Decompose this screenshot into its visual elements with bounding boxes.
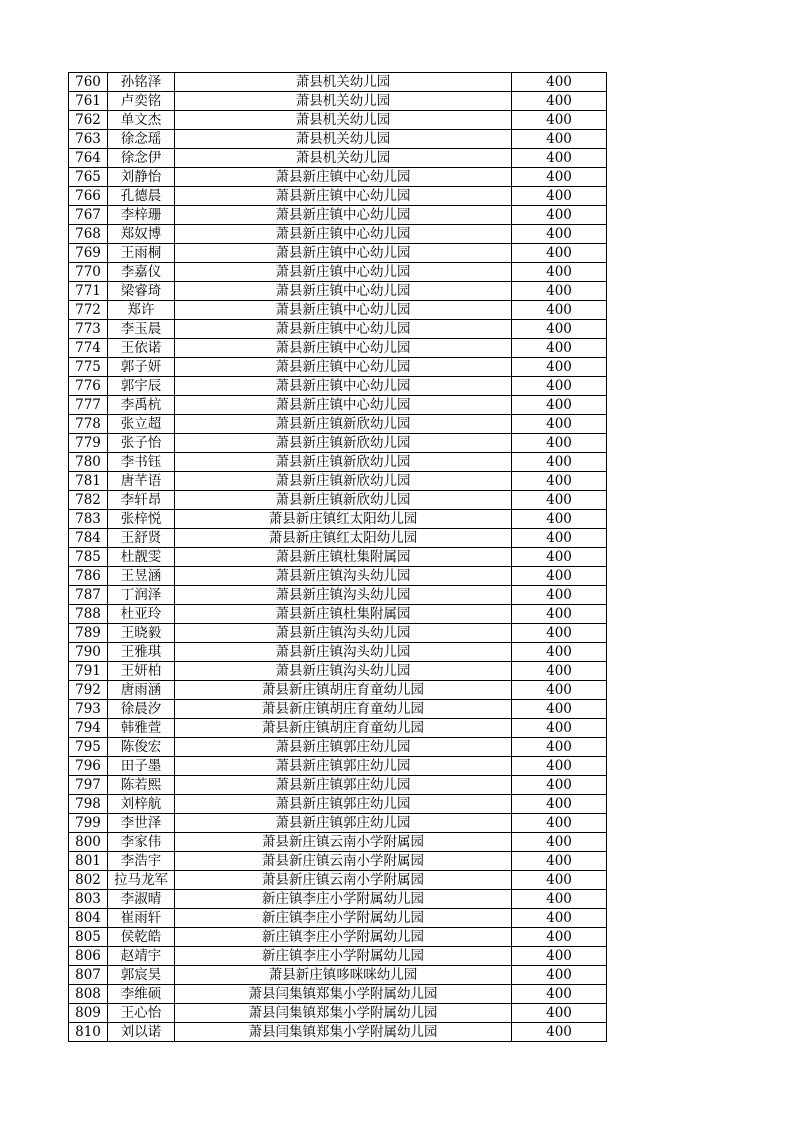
kindergarten-cell: 萧县新庄镇新欣幼儿园: [175, 491, 512, 510]
kindergarten-cell: 萧县新庄镇中心幼儿园: [175, 168, 512, 187]
kindergarten-cell: 萧县机关幼儿园: [175, 73, 512, 92]
row-number-cell: 779: [69, 434, 108, 453]
amount-cell: 400: [512, 700, 607, 719]
kindergarten-cell: 新庄镇李庄小学附属幼儿园: [175, 890, 512, 909]
table-row: [69, 282, 607, 301]
table-row: [69, 434, 607, 453]
row-number-cell: 796: [69, 757, 108, 776]
student-name-cell: 刘以诺: [108, 1023, 175, 1042]
table-row: [69, 244, 607, 263]
table-row: [69, 890, 607, 909]
table-row: [69, 719, 607, 738]
kindergarten-cell: 萧县闫集镇郑集小学附属幼儿园: [175, 985, 512, 1004]
row-number-cell: 794: [69, 719, 108, 738]
row-number-cell: 781: [69, 472, 108, 491]
table-row: [69, 358, 607, 377]
row-number-cell: 769: [69, 244, 108, 263]
row-number-cell: 774: [69, 339, 108, 358]
amount-cell: 400: [512, 130, 607, 149]
kindergarten-cell: 新庄镇李庄小学附属幼儿园: [175, 928, 512, 947]
table-row: [69, 548, 607, 567]
student-name-cell: 卢奕铭: [108, 92, 175, 111]
table-row: [69, 377, 607, 396]
student-name-cell: 张立超: [108, 415, 175, 434]
student-name-cell: 李维硕: [108, 985, 175, 1004]
student-name-cell: 郭宸昊: [108, 966, 175, 985]
row-number-cell: 795: [69, 738, 108, 757]
row-number-cell: 765: [69, 168, 108, 187]
kindergarten-cell: 萧县新庄镇胡庄育童幼儿园: [175, 681, 512, 700]
student-name-cell: 郭宇辰: [108, 377, 175, 396]
table-row: [69, 130, 607, 149]
kindergarten-cell: 萧县新庄镇新欣幼儿园: [175, 453, 512, 472]
kindergarten-cell: 萧县新庄镇中心幼儿园: [175, 358, 512, 377]
student-name-cell: 郑许: [108, 301, 175, 320]
student-name-cell: 侯乾皓: [108, 928, 175, 947]
student-name-cell: 刘静怡: [108, 168, 175, 187]
amount-cell: 400: [512, 776, 607, 795]
kindergarten-cell: 萧县新庄镇沟头幼儿园: [175, 586, 512, 605]
table-row: [69, 263, 607, 282]
amount-cell: 400: [512, 244, 607, 263]
student-name-cell: 赵靖宇: [108, 947, 175, 966]
student-name-cell: 王雅琪: [108, 643, 175, 662]
amount-cell: 400: [512, 814, 607, 833]
row-number-cell: 760: [69, 73, 108, 92]
student-name-cell: 王心怡: [108, 1004, 175, 1023]
table-row: [69, 168, 607, 187]
table-row: [69, 871, 607, 890]
row-number-cell: 802: [69, 871, 108, 890]
row-number-cell: 808: [69, 985, 108, 1004]
table-row: [69, 833, 607, 852]
row-number-cell: 805: [69, 928, 108, 947]
row-number-cell: 772: [69, 301, 108, 320]
kindergarten-cell: 萧县新庄镇胡庄育童幼儿园: [175, 700, 512, 719]
student-name-cell: 王妍柏: [108, 662, 175, 681]
table-row: [69, 73, 607, 92]
student-name-cell: 李浩宇: [108, 852, 175, 871]
student-name-cell: 徐念伊: [108, 149, 175, 168]
student-name-cell: 李禹杭: [108, 396, 175, 415]
row-number-cell: 810: [69, 1023, 108, 1042]
table-row: [69, 985, 607, 1004]
table-row: [69, 738, 607, 757]
kindergarten-cell: 萧县机关幼儿园: [175, 111, 512, 130]
kindergarten-cell: 萧县新庄镇郭庄幼儿园: [175, 757, 512, 776]
student-name-cell: 丁润泽: [108, 586, 175, 605]
student-name-cell: 单文杰: [108, 111, 175, 130]
student-name-cell: 王雨桐: [108, 244, 175, 263]
amount-cell: 400: [512, 149, 607, 168]
row-number-cell: 770: [69, 263, 108, 282]
kindergarten-cell: 萧县新庄镇中心幼儿园: [175, 206, 512, 225]
amount-cell: 400: [512, 643, 607, 662]
student-name-cell: 李嘉仪: [108, 263, 175, 282]
row-number-cell: 803: [69, 890, 108, 909]
amount-cell: 400: [512, 966, 607, 985]
kindergarten-cell: 萧县新庄镇中心幼儿园: [175, 377, 512, 396]
student-name-cell: 徐念瑶: [108, 130, 175, 149]
row-number-cell: 789: [69, 624, 108, 643]
row-number-cell: 804: [69, 909, 108, 928]
student-name-cell: 王依诺: [108, 339, 175, 358]
table-row: [69, 339, 607, 358]
kindergarten-cell: 萧县新庄镇中心幼儿园: [175, 320, 512, 339]
student-name-cell: 徐晨汐: [108, 700, 175, 719]
kindergarten-cell: 萧县新庄镇中心幼儿园: [175, 263, 512, 282]
amount-cell: 400: [512, 909, 607, 928]
table-row: [69, 700, 607, 719]
kindergarten-cell: 新庄镇李庄小学附属幼儿园: [175, 909, 512, 928]
roster-body: [69, 73, 607, 1042]
table-row: [69, 947, 607, 966]
table-row: [69, 453, 607, 472]
student-name-cell: 李书钰: [108, 453, 175, 472]
row-number-cell: 800: [69, 833, 108, 852]
amount-cell: 400: [512, 225, 607, 244]
row-number-cell: 780: [69, 453, 108, 472]
table-row: [69, 681, 607, 700]
kindergarten-cell: 萧县机关幼儿园: [175, 92, 512, 111]
row-number-cell: 775: [69, 358, 108, 377]
kindergarten-cell: 萧县新庄镇中心幼儿园: [175, 244, 512, 263]
row-number-cell: 777: [69, 396, 108, 415]
kindergarten-cell: 萧县机关幼儿园: [175, 149, 512, 168]
student-name-cell: 梁睿琦: [108, 282, 175, 301]
table-row: [69, 643, 607, 662]
kindergarten-cell: 萧县新庄镇沟头幼儿园: [175, 624, 512, 643]
table-row: [69, 225, 607, 244]
student-name-cell: 张梓悦: [108, 510, 175, 529]
table-row: [69, 415, 607, 434]
student-name-cell: 孙铭泽: [108, 73, 175, 92]
kindergarten-cell: 萧县新庄镇云南小学附属园: [175, 833, 512, 852]
table-row: [69, 776, 607, 795]
row-number-cell: 806: [69, 947, 108, 966]
amount-cell: 400: [512, 795, 607, 814]
row-number-cell: 763: [69, 130, 108, 149]
student-name-cell: 李轩昂: [108, 491, 175, 510]
student-name-cell: 杜亚玲: [108, 605, 175, 624]
kindergarten-cell: 萧县新庄镇中心幼儿园: [175, 282, 512, 301]
amount-cell: 400: [512, 928, 607, 947]
kindergarten-cell: 新庄镇李庄小学附属幼儿园: [175, 947, 512, 966]
amount-cell: 400: [512, 491, 607, 510]
kindergarten-cell: 萧县新庄镇中心幼儿园: [175, 301, 512, 320]
amount-cell: 400: [512, 111, 607, 130]
row-number-cell: 799: [69, 814, 108, 833]
kindergarten-cell: 萧县新庄镇新欣幼儿园: [175, 472, 512, 491]
amount-cell: 400: [512, 415, 607, 434]
student-name-cell: 郭子妍: [108, 358, 175, 377]
row-number-cell: 768: [69, 225, 108, 244]
student-name-cell: 李玉晨: [108, 320, 175, 339]
kindergarten-cell: 萧县新庄镇红太阳幼儿园: [175, 510, 512, 529]
amount-cell: 400: [512, 73, 607, 92]
table-row: [69, 92, 607, 111]
row-number-cell: 797: [69, 776, 108, 795]
table-row: [69, 301, 607, 320]
amount-cell: 400: [512, 187, 607, 206]
student-name-cell: 拉马龙军: [108, 871, 175, 890]
student-name-cell: 王晓毅: [108, 624, 175, 643]
kindergarten-cell: 萧县新庄镇杜集附属园: [175, 548, 512, 567]
student-name-cell: 陈若熙: [108, 776, 175, 795]
table-row: [69, 662, 607, 681]
kindergarten-cell: 萧县新庄镇沟头幼儿园: [175, 567, 512, 586]
row-number-cell: 784: [69, 529, 108, 548]
amount-cell: 400: [512, 947, 607, 966]
table-row: [69, 757, 607, 776]
student-name-cell: 王舒贤: [108, 529, 175, 548]
amount-cell: 400: [512, 719, 607, 738]
kindergarten-cell: 萧县新庄镇胡庄育童幼儿园: [175, 719, 512, 738]
amount-cell: 400: [512, 358, 607, 377]
kindergarten-cell: 萧县机关幼儿园: [175, 130, 512, 149]
student-name-cell: 王昱涵: [108, 567, 175, 586]
kindergarten-cell: 萧县新庄镇郭庄幼儿园: [175, 738, 512, 757]
kindergarten-cell: 萧县新庄镇新欣幼儿园: [175, 434, 512, 453]
amount-cell: 400: [512, 301, 607, 320]
student-name-cell: 郑奴博: [108, 225, 175, 244]
student-name-cell: 张子怡: [108, 434, 175, 453]
amount-cell: 400: [512, 624, 607, 643]
row-number-cell: 798: [69, 795, 108, 814]
table-row: [69, 149, 607, 168]
amount-cell: 400: [512, 396, 607, 415]
amount-cell: 400: [512, 890, 607, 909]
row-number-cell: 776: [69, 377, 108, 396]
row-number-cell: 809: [69, 1004, 108, 1023]
student-name-cell: 李世泽: [108, 814, 175, 833]
row-number-cell: 783: [69, 510, 108, 529]
amount-cell: 400: [512, 282, 607, 301]
amount-cell: 400: [512, 168, 607, 187]
amount-cell: 400: [512, 757, 607, 776]
row-number-cell: 792: [69, 681, 108, 700]
table-row: [69, 567, 607, 586]
student-name-cell: 田子墨: [108, 757, 175, 776]
kindergarten-cell: 萧县新庄镇杜集附属园: [175, 605, 512, 624]
kindergarten-cell: 萧县新庄镇新欣幼儿园: [175, 415, 512, 434]
row-number-cell: 773: [69, 320, 108, 339]
row-number-cell: 786: [69, 567, 108, 586]
amount-cell: 400: [512, 434, 607, 453]
amount-cell: 400: [512, 263, 607, 282]
student-name-cell: 韩雅萱: [108, 719, 175, 738]
amount-cell: 400: [512, 605, 607, 624]
table-row: [69, 111, 607, 130]
amount-cell: 400: [512, 453, 607, 472]
kindergarten-cell: 萧县新庄镇中心幼儿园: [175, 187, 512, 206]
table-row: [69, 624, 607, 643]
row-number-cell: 764: [69, 149, 108, 168]
row-number-cell: 787: [69, 586, 108, 605]
kindergarten-cell: 萧县闫集镇郑集小学附属幼儿园: [175, 1004, 512, 1023]
table-row: [69, 510, 607, 529]
row-number-cell: 790: [69, 643, 108, 662]
amount-cell: 400: [512, 871, 607, 890]
table-row: [69, 1023, 607, 1042]
kindergarten-cell: 萧县新庄镇中心幼儿园: [175, 396, 512, 415]
table-row: [69, 187, 607, 206]
kindergarten-cell: 萧县新庄镇郭庄幼儿园: [175, 814, 512, 833]
student-name-cell: 李梓珊: [108, 206, 175, 225]
amount-cell: 400: [512, 1004, 607, 1023]
amount-cell: 400: [512, 206, 607, 225]
amount-cell: 400: [512, 662, 607, 681]
student-name-cell: 孔德晨: [108, 187, 175, 206]
student-name-cell: 李家伟: [108, 833, 175, 852]
kindergarten-cell: 萧县新庄镇云南小学附属园: [175, 852, 512, 871]
roster-table: [68, 72, 607, 1042]
row-number-cell: 778: [69, 415, 108, 434]
amount-cell: 400: [512, 472, 607, 491]
row-number-cell: 785: [69, 548, 108, 567]
kindergarten-cell: 萧县闫集镇郑集小学附属幼儿园: [175, 1023, 512, 1042]
row-number-cell: 761: [69, 92, 108, 111]
row-number-cell: 767: [69, 206, 108, 225]
table-row: [69, 814, 607, 833]
row-number-cell: 766: [69, 187, 108, 206]
kindergarten-cell: 萧县新庄镇红太阳幼儿园: [175, 529, 512, 548]
amount-cell: 400: [512, 1023, 607, 1042]
student-name-cell: 李淑晴: [108, 890, 175, 909]
amount-cell: 400: [512, 548, 607, 567]
amount-cell: 400: [512, 985, 607, 1004]
kindergarten-cell: 萧县新庄镇郭庄幼儿园: [175, 776, 512, 795]
row-number-cell: 771: [69, 282, 108, 301]
table-row: [69, 928, 607, 947]
table-row: [69, 396, 607, 415]
amount-cell: 400: [512, 852, 607, 871]
table-row: [69, 586, 607, 605]
amount-cell: 400: [512, 92, 607, 111]
table-row: [69, 491, 607, 510]
table-row: [69, 966, 607, 985]
student-name-cell: 唐芊语: [108, 472, 175, 491]
row-number-cell: 793: [69, 700, 108, 719]
row-number-cell: 801: [69, 852, 108, 871]
amount-cell: 400: [512, 567, 607, 586]
student-name-cell: 杜靓雯: [108, 548, 175, 567]
student-name-cell: 陈俊宏: [108, 738, 175, 757]
kindergarten-cell: 萧县新庄镇云南小学附属园: [175, 871, 512, 890]
kindergarten-cell: 萧县新庄镇沟头幼儿园: [175, 662, 512, 681]
kindergarten-cell: 萧县新庄镇哆咪咪幼儿园: [175, 966, 512, 985]
amount-cell: 400: [512, 681, 607, 700]
amount-cell: 400: [512, 510, 607, 529]
kindergarten-cell: 萧县新庄镇郭庄幼儿园: [175, 795, 512, 814]
amount-cell: 400: [512, 833, 607, 852]
amount-cell: 400: [512, 320, 607, 339]
table-row: [69, 795, 607, 814]
row-number-cell: 791: [69, 662, 108, 681]
table-row: [69, 909, 607, 928]
amount-cell: 400: [512, 377, 607, 396]
amount-cell: 400: [512, 586, 607, 605]
table-row: [69, 605, 607, 624]
table-row: [69, 206, 607, 225]
table-row: [69, 852, 607, 871]
kindergarten-cell: 萧县新庄镇中心幼儿园: [175, 225, 512, 244]
row-number-cell: 807: [69, 966, 108, 985]
amount-cell: 400: [512, 529, 607, 548]
table-row: [69, 472, 607, 491]
row-number-cell: 782: [69, 491, 108, 510]
student-name-cell: 唐雨涵: [108, 681, 175, 700]
kindergarten-cell: 萧县新庄镇沟头幼儿园: [175, 643, 512, 662]
row-number-cell: 762: [69, 111, 108, 130]
table-row: [69, 1004, 607, 1023]
amount-cell: 400: [512, 738, 607, 757]
row-number-cell: 788: [69, 605, 108, 624]
table-row: [69, 320, 607, 339]
student-name-cell: 崔雨轩: [108, 909, 175, 928]
table-row: [69, 529, 607, 548]
amount-cell: 400: [512, 339, 607, 358]
kindergarten-cell: 萧县新庄镇中心幼儿园: [175, 339, 512, 358]
student-name-cell: 刘梓航: [108, 795, 175, 814]
